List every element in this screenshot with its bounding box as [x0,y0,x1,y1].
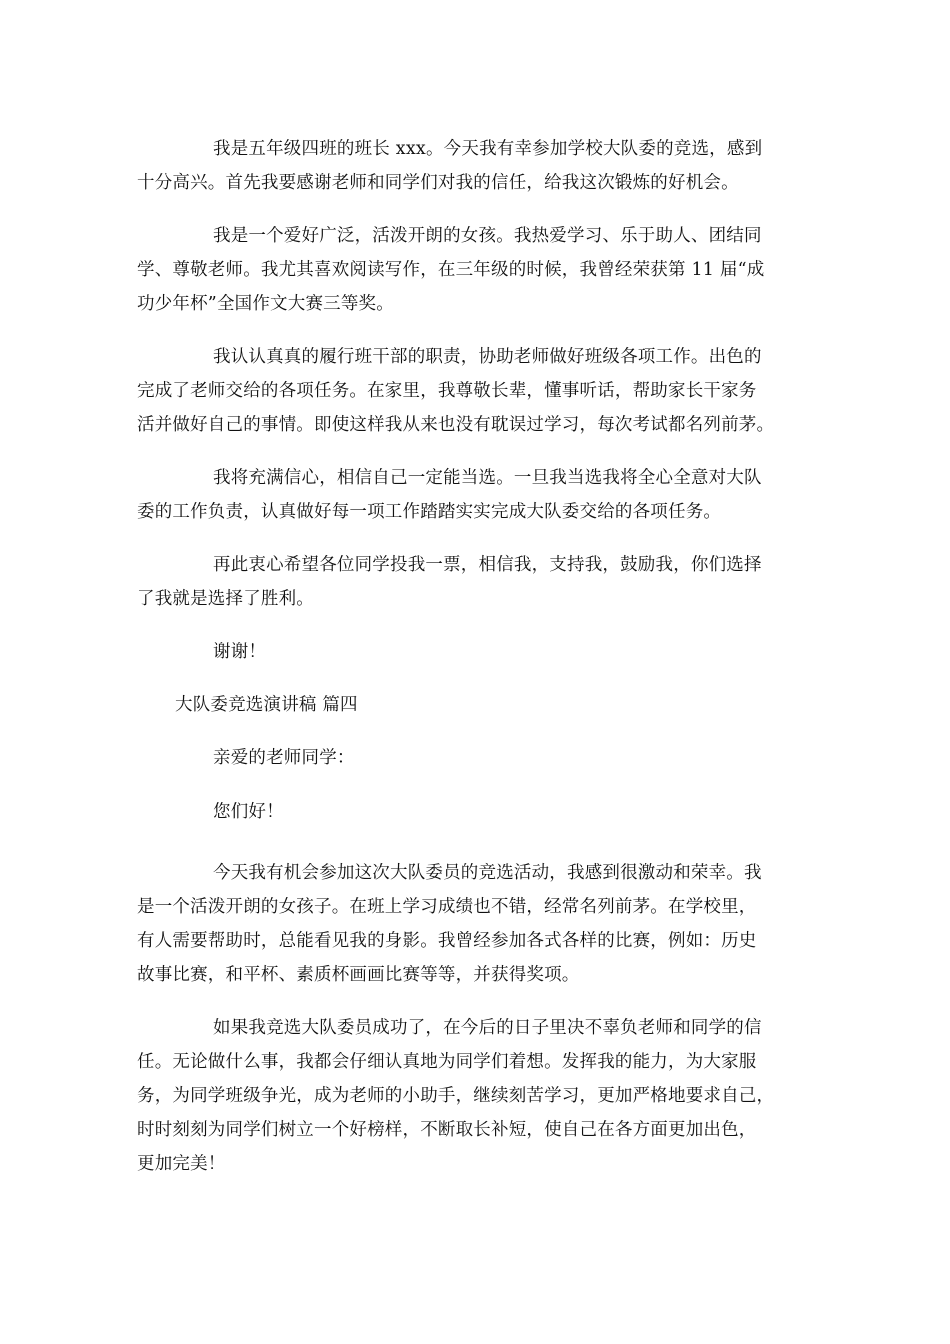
greeting: 亲爱的老师同学： [213,748,355,768]
paragraph-line: 活并做好自己的事情。即使这样我从来也没有耽误过学习，每次考试都名列前茅。 [137,415,775,435]
paragraph-line: 我是五年级四班的班长 xxx。今天我有幸参加学校大队委的竞选，感到 [213,139,763,159]
paragraph-line: 务，为同学班级争光，成为老师的小助手，继续刻苦学习，更加严格地要求自己， [137,1086,775,1106]
paragraph-line: 今天我有机会参加这次大队委员的竞选活动，我感到很激动和荣幸。我 [213,863,762,883]
paragraph-line: 时时刻刻为同学们树立一个好榜样，不断取长补短，使自己在各方面更加出色， [137,1120,757,1140]
paragraph-line: 了我就是选择了胜利。 [137,589,314,609]
paragraph-line: 故事比赛，和平杯、素质杯画画比赛等等，并获得奖项。 [137,965,580,985]
paragraph-line: 学、尊敬老师。我尤其喜欢阅读写作，在三年级的时候，我曾经荣获第 11 届“成 [137,260,765,280]
paragraph-line: 再此衷心希望各位同学投我一票，相信我，支持我，鼓励我，你们选择 [213,555,762,575]
section-heading: 大队委竞选演讲稿 篇四 [175,695,358,715]
paragraph-line: 十分高兴。首先我要感谢老师和同学们对我的信任，给我这次锻炼的好机会。 [137,173,739,193]
paragraph-line: 如果我竞选大队委员成功了，在今后的日子里决不辜负老师和同学的信 [213,1018,762,1038]
paragraph-line: 完成了老师交给的各项任务。在家里，我尊敬长辈，懂事听话，帮助家长干家务 [137,381,757,401]
paragraph-line: 有人需要帮助时，总能看见我的身影。我曾经参加各式各样的比赛，例如：历史 [137,931,757,951]
closing-thanks: 谢谢！ [213,642,267,662]
paragraph-line: 更加完美！ [137,1154,226,1174]
paragraph-line: 是一个活泼开朗的女孩子。在班上学习成绩也不错，经常名列前茅。在学校里， [137,897,757,917]
salutation: 您们好！ [213,802,284,822]
paragraph-line: 任。无论做什么事，我都会仔细认真地为同学们着想。发挥我的能力，为大家服 [137,1052,757,1072]
paragraph-line: 功少年杯”全国作文大赛三等奖。 [137,294,394,314]
paragraph-line: 我是一个爱好广泛，活泼开朗的女孩。我热爱学习、乐于助人、团结同 [213,226,762,246]
paragraph-line: 我认认真真的履行班干部的职责，协助老师做好班级各项工作。出色的 [213,347,762,367]
paragraph-line: 委的工作负责，认真做好每一项工作踏踏实实完成大队委交给的各项任务。 [137,502,722,522]
paragraph-line: 我将充满信心，相信自己一定能当选。一旦我当选我将全心全意对大队 [213,468,762,488]
